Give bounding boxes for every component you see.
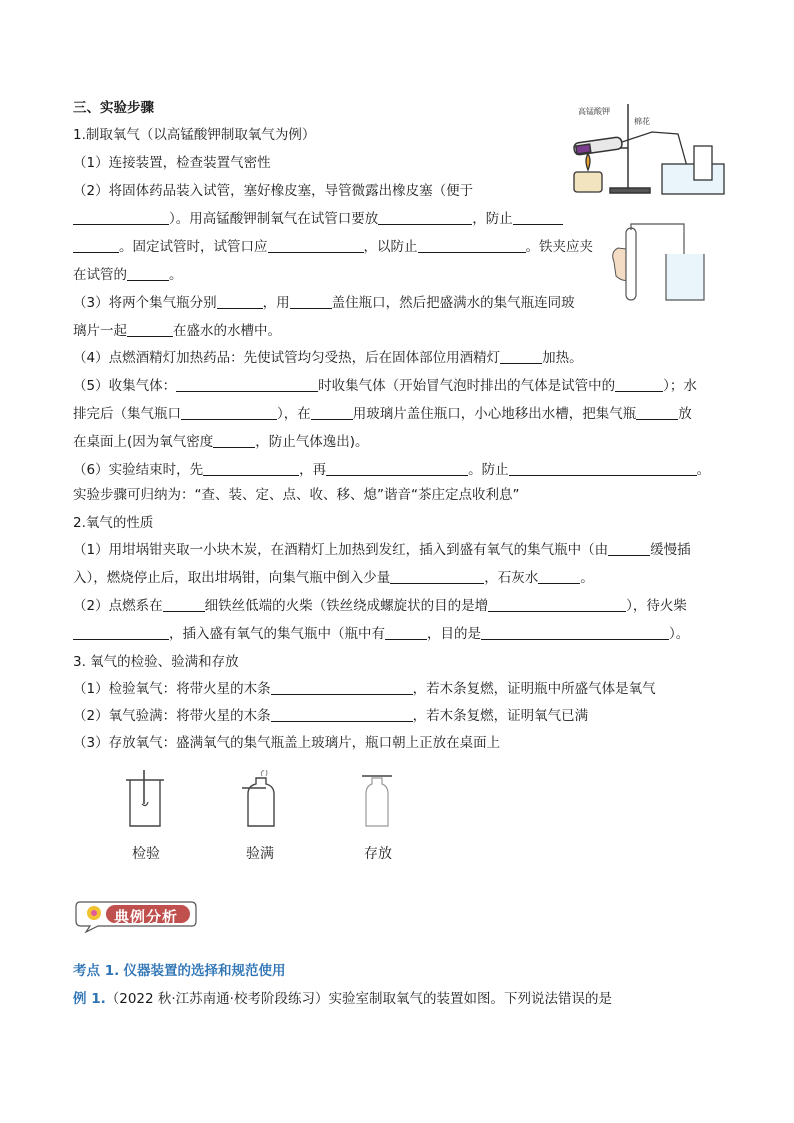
blank[interactable] — [271, 707, 413, 722]
kaodian-text: 仪器装置的选择和规范使用 — [123, 963, 286, 979]
storage-bottle-figure — [354, 770, 400, 830]
blank[interactable] — [203, 461, 299, 476]
s1-line13: 实验步骤可归纳为：“查、装、定、点、收、移、熄”谐音“茶庄定点收利息” — [73, 487, 520, 503]
airtightness-check-figure — [604, 222, 712, 306]
blank[interactable] — [127, 322, 173, 337]
blank[interactable] — [636, 405, 678, 420]
text: 在试管的 — [73, 267, 127, 283]
kaodian-heading — [73, 962, 286, 980]
blank[interactable] — [500, 349, 542, 364]
text: 。铁夹应夹 — [525, 239, 593, 255]
blank[interactable] — [481, 625, 669, 640]
blank[interactable] — [615, 377, 663, 392]
text: ），待火柴 — [626, 598, 687, 614]
text: 。固定试管时，试管口应 — [119, 239, 268, 255]
example-analysis-badge — [74, 899, 198, 933]
caption-full-check: 验满 — [246, 846, 274, 862]
blank[interactable] — [181, 405, 277, 420]
s3-title: 3. 氧气的检验、验满和存放 — [73, 654, 239, 670]
blank[interactable] — [290, 294, 332, 309]
s1-line11 — [73, 433, 369, 451]
text: 入），燃烧停止后，取出坩埚钳，向集气瓶中倒入少量 — [73, 570, 391, 586]
blank[interactable] — [73, 210, 169, 225]
blank[interactable] — [268, 238, 364, 253]
s1-line3 — [73, 210, 563, 228]
caption-storage: 存放 — [364, 846, 392, 862]
text: ，防止气体逸出)。 — [255, 434, 369, 450]
text: 在桌面上(因为氧气密度 — [73, 434, 214, 450]
text: （3）将两个集气瓶分别 — [73, 295, 217, 311]
s2-line2 — [73, 569, 594, 587]
text: 排完后（集气瓶口 — [73, 406, 181, 422]
text: ，再 — [299, 462, 327, 478]
text: 在盛水的水槽中。 — [173, 323, 281, 339]
text: （2）氧气验满：将带火星的木条 — [73, 708, 271, 724]
text: 盖住瓶口，然后把盛满水的集气瓶连同玻 — [331, 295, 575, 311]
example-text: （2022 秋·江苏南通·校考阶段练习）实验室制取氧气的装置如图。下列说法错误的是 — [105, 991, 612, 1007]
blank[interactable] — [538, 569, 580, 584]
water-trough — [662, 146, 724, 194]
blank[interactable] — [418, 238, 526, 253]
text: ，以防止 — [363, 239, 418, 255]
blank[interactable] — [488, 597, 626, 612]
text: 。 — [696, 462, 711, 478]
s1-line12 — [73, 461, 710, 479]
check-bottle-figure — [122, 770, 168, 830]
text: 缓慢插 — [650, 542, 691, 558]
blank[interactable] — [509, 461, 697, 476]
blank[interactable] — [385, 625, 427, 640]
s1-line5 — [73, 266, 183, 284]
blank[interactable] — [163, 597, 205, 612]
text: 。防止 — [468, 462, 509, 478]
text: ）。 — [669, 626, 690, 642]
text: ，目的是 — [427, 626, 481, 642]
test-tube — [573, 137, 622, 156]
s1-line4 — [73, 238, 593, 256]
blank[interactable] — [390, 569, 484, 584]
text: ，若木条复燃，证明氧气已满 — [412, 708, 589, 724]
blank[interactable] — [513, 210, 563, 225]
text: ，防止 — [472, 211, 513, 227]
text: 时收集气体（开始冒气泡时排出的气体是试管中的 — [318, 378, 616, 394]
label-kmno4: 高锰酸钾 — [578, 107, 610, 116]
text: 。 — [169, 267, 183, 283]
s1-line9 — [73, 377, 697, 395]
blank[interactable] — [73, 238, 119, 253]
text: 用玻璃片盖住瓶口，小心地移出水槽，把集气瓶 — [352, 406, 637, 422]
text: 细铁丝低端的火柴（铁丝绕成螺旋状的目的是增 — [204, 598, 489, 614]
text: ，用 — [262, 295, 290, 311]
text: ），在 — [277, 406, 311, 422]
test-tube — [626, 228, 636, 300]
s3-line3: （3）存放氧气：盛满氧气的集气瓶盖上玻璃片，瓶口朝上正放在桌面上 — [73, 735, 501, 751]
text: ，若木条复燃，证明瓶中所盛气体是氧气 — [412, 681, 656, 697]
s2-line4 — [73, 625, 689, 643]
section-title: 三、实验步骤 — [73, 100, 154, 116]
s1-title: 1.制取氧气（以高锰酸钾制取氧气为例） — [73, 127, 316, 143]
beaker — [666, 254, 704, 300]
example-line — [73, 990, 612, 1008]
blank[interactable] — [73, 625, 169, 640]
text: ，插入盛有氧气的集气瓶中（瓶中有 — [169, 626, 385, 642]
text: （2）点燃系在 — [73, 598, 163, 614]
blank[interactable] — [176, 377, 318, 392]
oxygen-apparatus-figure — [566, 100, 728, 200]
s3-line2 — [73, 707, 588, 725]
s1-line7 — [73, 322, 281, 340]
text: 加热。 — [542, 350, 583, 366]
s1-line8 — [73, 349, 583, 367]
s2-line1 — [73, 541, 691, 559]
blank[interactable] — [378, 210, 472, 225]
caption-check: 检验 — [132, 846, 160, 862]
blank[interactable] — [213, 433, 255, 448]
blank[interactable] — [326, 461, 468, 476]
s3-line1 — [73, 680, 656, 698]
text: （1）用坩埚钳夹取一小块木炭，在酒精灯上加热到发红，插入到盛有氧气的集气瓶中（由 — [73, 542, 609, 558]
blank[interactable] — [608, 541, 650, 556]
s1-line6 — [73, 294, 575, 312]
text: 璃片一起 — [73, 323, 127, 339]
full-check-bottle-figure — [238, 770, 284, 830]
example-prefix: 例 1. — [73, 991, 106, 1007]
badge-text: 典例分析 — [114, 908, 179, 926]
text: ）。用高锰酸钾制氧气在试管口要放 — [169, 211, 379, 227]
text: （1）检验氧气：将带火星的木条 — [73, 681, 271, 697]
s1-line1: （1）连接装置，检查装置气密性 — [73, 155, 271, 171]
text: （5）收集气体： — [73, 378, 177, 394]
kaodian-prefix: 考点 1. — [73, 963, 120, 979]
text: 。 — [580, 570, 594, 586]
s2-line3 — [73, 597, 687, 615]
text: ，石灰水 — [484, 570, 539, 586]
text: ）；水 — [663, 378, 697, 394]
blank[interactable] — [127, 266, 169, 281]
s1-line10 — [73, 405, 692, 423]
text: （6）实验结束时，先 — [73, 462, 204, 478]
alcohol-lamp — [574, 154, 602, 192]
label-cotton: 棉花 — [634, 117, 650, 126]
blank[interactable] — [311, 405, 353, 420]
text: （4）点燃酒精灯加热药品：先使试管均匀受热，后在固体部位用酒精灯 — [73, 350, 501, 366]
s2-title: 2.氧气的性质 — [73, 515, 154, 531]
blank[interactable] — [217, 294, 263, 309]
text: 放 — [678, 406, 692, 422]
blank[interactable] — [271, 680, 413, 695]
s1-line2: （2）将固体药品装入试管，塞好橡皮塞，导管微露出橡皮塞（便于 — [73, 183, 474, 199]
